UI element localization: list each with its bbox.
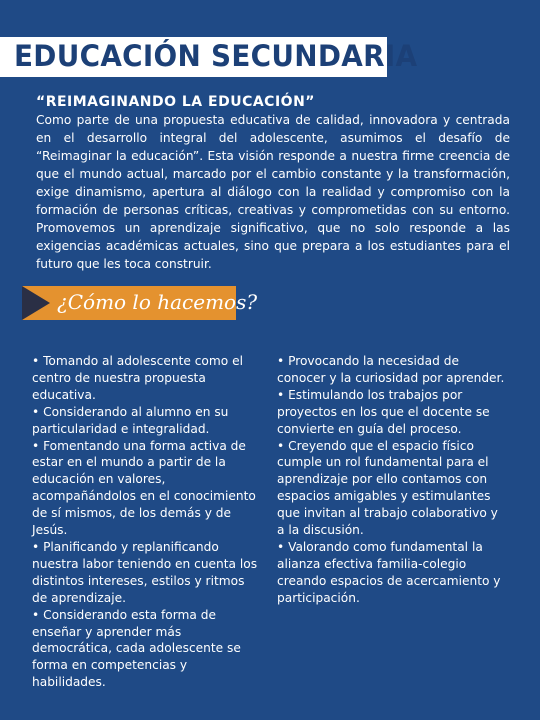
list-item: • Provocando la necesidad de conocer y la curiosidad por aprender.	[277, 354, 505, 385]
list-item: • Planificando y replanificando nuestra labor teniendo en cuenta los distintos intereses, estilos y ritmos de aprendizaje.	[32, 539, 258, 605]
bullet-list-left	[32, 353, 262, 691]
how-we-do-it-label: ¿Cómo lo hacemos?	[57, 290, 258, 314]
bullet-list-right	[277, 353, 509, 607]
arrow-icon	[22, 286, 50, 320]
intro-paragraph: Como parte de una propuesta educativa de calidad, innovadora y centrada en el desarrollo integral del adolescente, asumimos el desafío de “Reimaginar la educación”. Esta visión responde a nuestra firme creencia de que el mundo actual, marcado por el cambio constante y la transformación, exige dinamismo, apertura al diálogo con la realidad y compromiso con la formación de personas críticas, creativas y comprometidas con su entorno. Promovemos un aprendizaje significativo, que no solo responde a las exigencias académicas actuales, sino que prepara a los estudiantes para el futuro que les toca construir.	[36, 113, 510, 271]
page-title: EDUCACIÓN SECUNDARIA	[14, 39, 418, 73]
title-banner	[0, 37, 418, 77]
list-item: • Considerando esta forma de enseñar y aprender más democrática, cada adolescente se forma en competencias y habilidades.	[32, 607, 241, 690]
list-item: • Tomando al adolescente como el centro de nuestra propuesta educativa.	[32, 354, 243, 402]
list-item: • Considerando al alumno en su particularidad e integralidad.	[32, 404, 229, 436]
section-subtitle: “REIMAGINANDO LA EDUCACIÓN”	[36, 94, 315, 110]
list-item: • Fomentando una forma activa de estar en el mundo a partir de la educación en valores, acompañándolos en el conocimiento de sí mismos, de los demás y de Jesús.	[32, 438, 256, 538]
list-item: • Creyendo que el espacio físico cumple un rol fundamental para el aprendizaje por ello contamos con espacios amigables y estimulantes que invitan al trabajo colaborativo y a la discusión.	[277, 438, 498, 538]
how-we-do-it-tag	[22, 286, 258, 320]
list-item: • Estimulando los trabajos por proyectos en los que el docente se convierte en guía del proceso.	[277, 387, 490, 436]
list-item: • Valorando como fundamental la alianza efectiva familia-colegio creando espacios de acercamiento y participación.	[277, 539, 501, 605]
